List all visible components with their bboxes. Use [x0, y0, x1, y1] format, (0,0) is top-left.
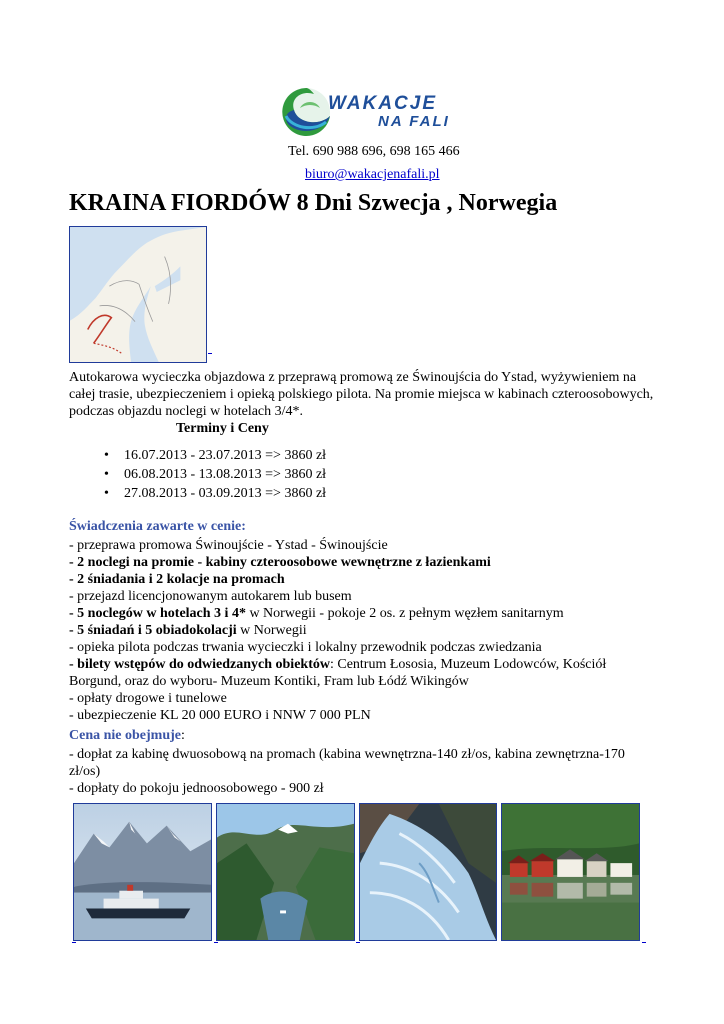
phone-numbers: Tel. 690 988 696, 698 165 466: [288, 144, 460, 159]
ferry-photo[interactable]: [73, 803, 212, 941]
scandinavia-map-image[interactable]: [69, 226, 207, 363]
photo-link[interactable]: [214, 942, 218, 943]
list-item: - ubezpieczenie KL 20 000 EURO i NNW 7 000 PLN: [69, 708, 371, 723]
list-item: • 06.08.2013 - 13.08.2013 => 3860 zł: [100, 465, 326, 484]
included-list: [69, 537, 659, 724]
list-item: - 5 noclegów w hotelach 3 i 4* w Norwegii - pokoje 2 os. z pełnym węzłem sanitarnym: [69, 606, 564, 621]
intro-paragraph: Autokarowa wycieczka objazdowa z przeprawą promową ze Świnoujścia do Ystad, wyżywieniem na całej trasie, ubezpieczeniem i opieką polskiego pilota. Na promie miejsca w kabinach czteroosobowych, podczas objazdu noclegi w hotelach 3/4*.: [69, 370, 654, 419]
terms-list: [100, 446, 326, 503]
excluded-list: [69, 746, 659, 797]
photo-link[interactable]: [356, 942, 360, 943]
list-item: • 27.08.2013 - 03.09.2013 => 3860 zł: [100, 484, 326, 503]
page-title: KRAINA FIORDÓW 8 Dni Szwecja , Norwegia: [69, 190, 558, 216]
list-item: - przejazd licencjonowanym autokarem lub busem: [69, 589, 352, 604]
glacier-photo[interactable]: [359, 803, 497, 941]
excluded-heading: Cena nie obejmuje:: [69, 728, 185, 743]
list-item: - dopłaty do pokoju jednoosobowego - 900 zł: [69, 781, 324, 796]
list-item: - dopłat za kabinę dwuosobową na promach (kabina wewnętrzna-140 zł/os, kabina zewnętrzna-170 zł/os): [69, 747, 625, 779]
list-item: - 2 noclegi na promie - kabiny czteroosobowe wewnętrzne z łazienkami: [69, 555, 491, 570]
fjord-photo[interactable]: [216, 803, 355, 941]
email-link[interactable]: biuro@wakacjenafali.pl: [305, 167, 440, 182]
list-item: - bilety wstępów do odwiedzanych obiektów: Centrum Łososia, Muzeum Lodowców, Kościół Borgund, oraz do wyboru- Muzeum Kontiki, Fram lub Łódź Wikingów: [69, 657, 607, 689]
logo-text-na-fali: NA FALI: [378, 113, 450, 130]
photo-link[interactable]: [642, 942, 646, 943]
list-item: - 2 śniadania i 2 kolacje na promach: [69, 572, 285, 587]
list-item: - przeprawa promowa Świnoujście - Ystad - Świnoujście: [69, 538, 388, 553]
list-item: - 5 śniadań i 5 obiadokolacji w Norwegii: [69, 623, 307, 638]
list-item: - opieka pilota podczas trwania wycieczki i lokalny przewodnik podczas zwiedzania: [69, 640, 542, 655]
photo-link[interactable]: [72, 942, 76, 943]
list-item: - opłaty drogowe i tunelowe: [69, 691, 227, 706]
village-photo[interactable]: [501, 803, 640, 941]
terms-title: Terminy i Ceny: [176, 421, 269, 436]
logo-text-wakacje: WAKACJE: [328, 93, 438, 114]
list-item: • 16.07.2013 - 23.07.2013 => 3860 zł: [100, 446, 326, 465]
map-link[interactable]: [208, 352, 212, 354]
included-heading: Świadczenia zawarte w cenie:: [69, 519, 246, 534]
